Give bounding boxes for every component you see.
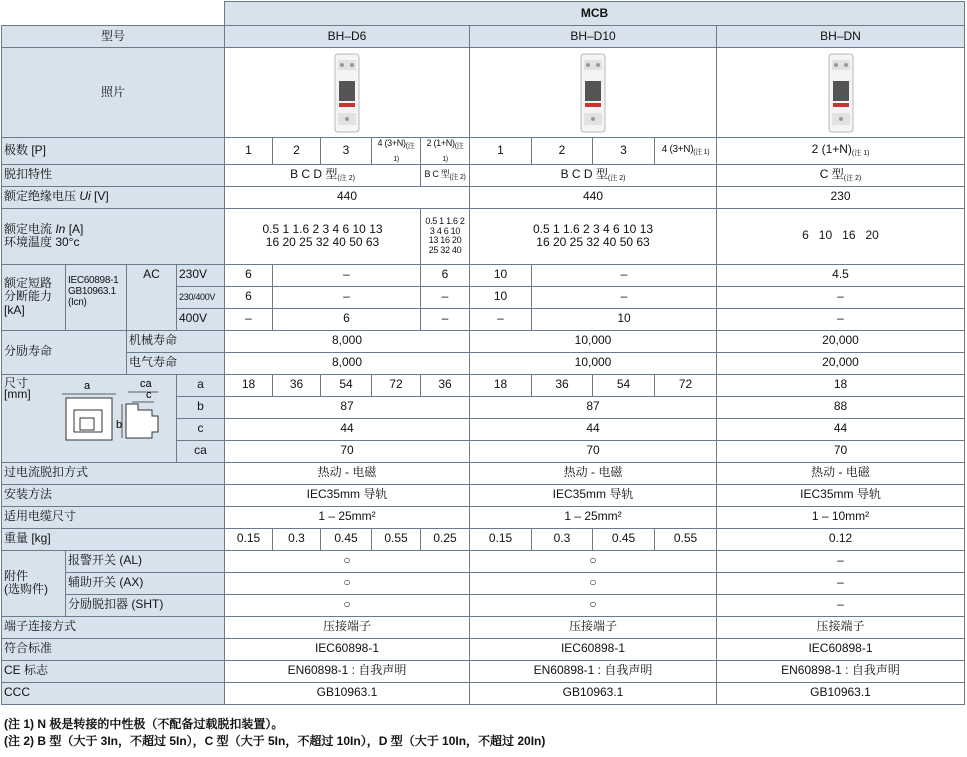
life-mech-label: 机械寿命: [127, 330, 225, 352]
standard-d10: IEC60898-1: [470, 638, 717, 660]
insulation-d6: 440: [225, 186, 470, 208]
poles-dn: 2 (1+N)(注 1): [717, 138, 965, 165]
size-ca-d10: 70: [470, 440, 717, 462]
poles-d6-4: 4 $(3+N)_{(注 1)}$: [372, 138, 421, 165]
terminal-dn: 压接端子: [717, 616, 965, 638]
size-a-d6-2: 36: [273, 374, 321, 396]
size-ca-label: ca: [177, 440, 225, 462]
weight-d6-3: 0.45: [321, 528, 372, 550]
mounting-d6: IEC35mm 导轨: [225, 484, 470, 506]
poles-d10-1: 1: [470, 138, 532, 165]
size-b-d10: 87: [470, 396, 717, 418]
accessory-sht-d6: ○: [225, 594, 470, 616]
breaking-d6-rest: –: [273, 264, 421, 286]
poles-d6-n: 2 $(1+N)_{(注 1)}$: [421, 138, 470, 165]
life-elec-label: 电气寿命: [127, 352, 225, 374]
size-a-dn: 18: [717, 374, 965, 396]
breaking-d6-rest: –: [273, 286, 421, 308]
ccc-d10: GB10963.1: [470, 682, 717, 704]
poles-d10-4: 4 $(3+N)_{(注 1)}$: [655, 138, 717, 165]
size-label-cell: [2, 374, 177, 462]
weight-dn: 0.12: [717, 528, 965, 550]
mounting-d10: IEC35mm 导轨: [470, 484, 717, 506]
weight-d10-4: 0.55: [655, 528, 717, 550]
poles-d6-2: 2: [273, 138, 321, 165]
breaking-d10-rest: –: [532, 264, 717, 286]
dimension-diagram-icon: [6, 380, 174, 444]
footnotes: [4, 716, 545, 750]
weight-d10-3: 0.45: [593, 528, 655, 550]
cable-label: 适用电缆尺寸: [2, 506, 225, 528]
insulation-dn: 230: [717, 186, 965, 208]
dim-ca-text: ca: [140, 379, 152, 390]
footnote-1: (注 1) N 极是转接的中性极（不配备过载脱扣装置）。: [4, 717, 284, 731]
breaking-d10-1: –: [470, 308, 532, 330]
accessory-al-d6: ○: [225, 550, 470, 572]
standard-dn: IEC60898-1: [717, 638, 965, 660]
size-a-label: a: [177, 374, 225, 396]
weight-label: 重量 [kg]: [2, 528, 225, 550]
ce-label: CE 标志: [2, 660, 225, 682]
breaking-d6-n: –: [421, 308, 470, 330]
standard-label: 符合标准: [2, 638, 225, 660]
accessory-ax-d6: ○: [225, 572, 470, 594]
breaking-d10-rest: 10: [532, 308, 717, 330]
insulation-label: 额定绝缘电压 Ui [V]: [2, 186, 225, 208]
size-unit: [mm]: [4, 387, 31, 402]
size-a-d6-n: 36: [421, 374, 470, 396]
weight-d6-4: 0.55: [372, 528, 421, 550]
breaker-photo-icon: [824, 51, 858, 135]
poles-d6-1: 1: [225, 138, 273, 165]
current-d10: 0.5 1 1.6 2 3 4 6 10 13 16 20 25 32 40 50 63: [470, 208, 717, 264]
breaking-dn: –: [717, 286, 965, 308]
breaking-d6-rest: 6: [273, 308, 421, 330]
size-c-d6: 44: [225, 418, 470, 440]
breaking-label: 额定短路 分断能力 [kA]: [2, 264, 66, 330]
weight-d10-1: 0.15: [470, 528, 532, 550]
accessory-ax-d10: ○: [470, 572, 717, 594]
terminal-label: 端子连接方式: [2, 616, 225, 638]
weight-d6-n: 0.25: [421, 528, 470, 550]
size-label: 尺寸: [4, 375, 29, 390]
standard-d6: IEC60898-1: [225, 638, 470, 660]
size-ca-d6: 70: [225, 440, 470, 462]
size-a-d6-3: 54: [321, 374, 372, 396]
size-a-d6-1: 18: [225, 374, 273, 396]
current-d6-n: 0.5 1 1.6 2 3 4 6 10 13 16 20 25 32 40: [421, 208, 470, 264]
terminal-d6: 压接端子: [225, 616, 470, 638]
poles-label: 极数 [P]: [2, 138, 225, 165]
corner-blank: [2, 2, 225, 26]
breaking-ac: AC: [127, 264, 177, 330]
breaker-photo-icon: [576, 51, 610, 135]
accessories-label: 附件 (选购件): [2, 550, 66, 616]
breaking-d10-1: 10: [470, 264, 532, 286]
current-dn: 6 10 16 20: [717, 208, 965, 264]
overcurrent-label: 过电流脱扣方式: [2, 462, 225, 484]
ccc-d6: GB10963.1: [225, 682, 470, 704]
life-mech-dn: 20,000: [717, 330, 965, 352]
mounting-dn: IEC35mm 导轨: [717, 484, 965, 506]
cable-d10: 1 – 25mm²: [470, 506, 717, 528]
model-label: 型号: [2, 26, 225, 48]
trip-d6-n: B C 型$_{(注 2)}$: [421, 164, 470, 186]
ccc-dn: GB10963.1: [717, 682, 965, 704]
overcurrent-d10: 热动 - 电磁: [470, 462, 717, 484]
breaker-photo-icon: [330, 51, 364, 135]
photo-label: 照片: [2, 48, 225, 138]
size-b-d6: 87: [225, 396, 470, 418]
trip-label: 脱扣特性: [2, 164, 225, 186]
model-dn: BH–DN: [717, 26, 965, 48]
size-b-label: b: [177, 396, 225, 418]
breaking-voltage-230-400: 230/400V: [177, 286, 225, 308]
poles-d10-3: 3: [593, 138, 655, 165]
breaking-dn: 4.5: [717, 264, 965, 286]
size-a-d10-3: 54: [593, 374, 655, 396]
accessory-al-dn: –: [717, 550, 965, 572]
overcurrent-d6: 热动 - 电磁: [225, 462, 470, 484]
trip-d10: B C D 型(注 2): [470, 164, 717, 186]
spec-table: [1, 1, 965, 705]
insulation-d10: 440: [470, 186, 717, 208]
photo-d10-cell: [470, 48, 717, 138]
overcurrent-dn: 热动 - 电磁: [717, 462, 965, 484]
size-a-d10-2: 36: [532, 374, 593, 396]
size-a-d6-4: 72: [372, 374, 421, 396]
accessory-ax-dn: –: [717, 572, 965, 594]
life-label: 分励寿命: [2, 330, 127, 374]
accessory-al-label: 报警开关 (AL): [66, 550, 225, 572]
group-header: MCB: [225, 2, 965, 26]
accessory-ax-label: 辅助开关 (AX): [66, 572, 225, 594]
breaking-d10-rest: –: [532, 286, 717, 308]
trip-dn: C 型(注 2): [717, 164, 965, 186]
weight-d6-1: 0.15: [225, 528, 273, 550]
life-elec-d10: 10,000: [470, 352, 717, 374]
breaking-d6-1: 6: [225, 264, 273, 286]
ccc-label: CCC: [2, 682, 225, 704]
size-c-label: c: [177, 418, 225, 440]
ce-d6: EN60898-1 : 自我声明: [225, 660, 470, 682]
size-a-d10-1: 18: [470, 374, 532, 396]
current-d6: 0.5 1 1.6 2 3 4 6 10 13 16 20 25 32 40 50 63: [225, 208, 421, 264]
accessory-al-d10: ○: [470, 550, 717, 572]
dim-a-text: a: [84, 379, 91, 392]
cable-d6: 1 – 25mm²: [225, 506, 470, 528]
poles-d6-3: 3: [321, 138, 372, 165]
model-d10: BH–D10: [470, 26, 717, 48]
weight-d10-2: 0.3: [532, 528, 593, 550]
accessory-sht-dn: –: [717, 594, 965, 616]
current-label: 额定电流 In [A] 环境温度 30°c: [2, 208, 225, 264]
ce-d10: EN60898-1 : 自我声明: [470, 660, 717, 682]
poles-d10-2: 2: [532, 138, 593, 165]
weight-d6-2: 0.3: [273, 528, 321, 550]
dim-b-text: b: [116, 418, 123, 431]
breaking-voltage-400: 400V: [177, 308, 225, 330]
life-elec-d6: 8,000: [225, 352, 470, 374]
size-c-d10: 44: [470, 418, 717, 440]
terminal-d10: 压接端子: [470, 616, 717, 638]
breaking-d6-n: –: [421, 286, 470, 308]
breaking-voltage-230: 230V: [177, 264, 225, 286]
breaking-d10-1: 10: [470, 286, 532, 308]
breaking-standard: IEC60898-1 GB10963.1 (Icn): [66, 264, 127, 330]
breaking-d6-n: 6: [421, 264, 470, 286]
size-c-dn: 44: [717, 418, 965, 440]
footnote-2: (注 2) B 型（大于 3In，不超过 5In），C 型（大于 5In，不超过 10In），D 型（大于 10In，不超过 20In): [4, 734, 546, 748]
photo-d6-cell: [225, 48, 470, 138]
model-d6: BH–D6: [225, 26, 470, 48]
cable-dn: 1 – 10mm²: [717, 506, 965, 528]
trip-d6: B C D 型(注 2): [225, 164, 421, 186]
breaking-d6-1: –: [225, 308, 273, 330]
breaking-d6-1: 6: [225, 286, 273, 308]
photo-dn-cell: [717, 48, 965, 138]
size-ca-dn: 70: [717, 440, 965, 462]
mounting-label: 安装方法: [2, 484, 225, 506]
dim-c-text: c: [146, 388, 152, 401]
ce-dn: EN60898-1 : 自我声明: [717, 660, 965, 682]
accessory-sht-label: 分励脱扣器 (SHT): [66, 594, 225, 616]
life-mech-d10: 10,000: [470, 330, 717, 352]
breaking-dn: –: [717, 308, 965, 330]
size-b-dn: 88: [717, 396, 965, 418]
accessory-sht-d10: ○: [470, 594, 717, 616]
life-elec-dn: 20,000: [717, 352, 965, 374]
life-mech-d6: 8,000: [225, 330, 470, 352]
size-a-d10-4: 72: [655, 374, 717, 396]
